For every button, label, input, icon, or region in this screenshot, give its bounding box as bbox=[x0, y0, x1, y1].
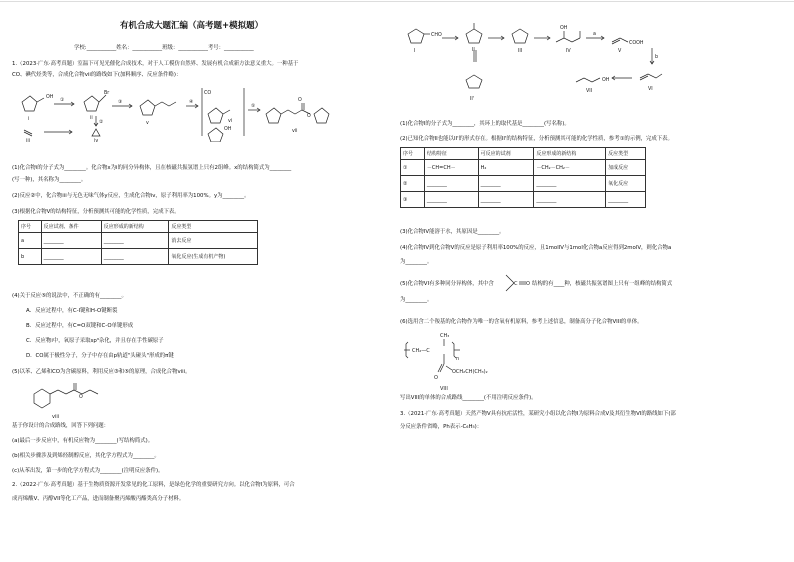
compound-I-ring bbox=[408, 29, 424, 43]
carbonyl-c: C bbox=[514, 281, 518, 287]
table-cell: ________ bbox=[478, 192, 534, 208]
group-o-1: O bbox=[298, 98, 302, 103]
q1-part-2: (2)反应②中，化合物iii与无色无味气体y反应，生成化合物iv，原子利用率为100%。y为________。 bbox=[12, 193, 250, 199]
label-viii: viii bbox=[52, 414, 60, 420]
q3-intro-line-2: 分反应条件省略，Ph表示-C₆H₅)： bbox=[400, 424, 483, 430]
q1-part-1b: (写一种)，其名称为________。 bbox=[12, 177, 87, 183]
compound-II-prime-ring bbox=[466, 75, 482, 88]
label-II: II bbox=[472, 48, 475, 53]
q1-option-b: B．反应过程中，有C=O双键和C-O单键形成 bbox=[26, 323, 134, 329]
q2-part-2: (2)已知化合物II也能以II'的形式存在。根据II'的结构特征，分析预测其可能的化学性质，参考①的示例，完成下表。 bbox=[400, 136, 673, 142]
table-header-row bbox=[19, 221, 258, 233]
table-cell: ① bbox=[401, 160, 425, 176]
compound-v-ring bbox=[140, 100, 155, 115]
table-header-row bbox=[401, 148, 646, 160]
label-I: I bbox=[414, 49, 416, 54]
table-header-cell: 可反应的试剂 bbox=[478, 148, 534, 160]
table-cell: ________ bbox=[534, 192, 606, 208]
table-cell: ________ bbox=[534, 176, 606, 192]
label-II-prime: II' bbox=[470, 97, 475, 102]
table-cell: ________ bbox=[424, 176, 478, 192]
compound-III-ring bbox=[512, 29, 528, 43]
q2-part-5c: 为________。 bbox=[400, 297, 433, 303]
q1-property-table bbox=[18, 220, 258, 265]
polymer-ch3: CH₃ bbox=[440, 333, 450, 339]
q2-property-table bbox=[400, 147, 646, 208]
q2-part-5a: (5)化合物VI有多种同分异构体，其中含 bbox=[400, 281, 494, 287]
table-cell: ________ bbox=[606, 192, 646, 208]
table-row bbox=[401, 176, 646, 192]
q3-intro-line-1: 3.（2021·广东·高考真题）天然产物V具有抗疟活性，某研究小组以化合物I为原料合成V及其衍生物VI的路线如下(部 bbox=[400, 411, 676, 417]
synthesis-scheme-1 bbox=[12, 84, 397, 142]
step-4: ④ bbox=[189, 100, 194, 105]
polymer-n: n bbox=[456, 356, 460, 362]
table-cell: ② bbox=[401, 176, 425, 192]
compound-vii-ring-1 bbox=[266, 108, 281, 123]
q1-part-3: (3)根据化合物V的结构特征，分析预测其可能的化学性质，完成下表。 bbox=[12, 209, 180, 215]
table-header-cell: 序号 bbox=[19, 221, 42, 233]
q1-intro-line-1: 1.（2023·广东·高考真题）室温下可见光催化合成技术，对于人工模仿自然界、发展有机合成新方法意义重大。一种基于 bbox=[12, 61, 299, 67]
table-cell: ________ bbox=[478, 176, 534, 192]
group-oh-2: OH bbox=[224, 127, 232, 132]
q1-sub-b: (b)相关步骤涉及到烯烃制醇反应，其化学方程式为________。 bbox=[12, 453, 160, 459]
group-oh-b: OH bbox=[602, 78, 610, 83]
step-5: ⑤ bbox=[251, 104, 256, 109]
synthesis-scheme-2 bbox=[400, 20, 784, 115]
table-row bbox=[401, 192, 646, 208]
q1-intro-line-2: CO、碘代烃类等，合成化合物vii的路线如下(加料顺序、反应条件略)： bbox=[12, 72, 182, 78]
table-cell: ________ bbox=[424, 192, 478, 208]
table-header-cell: 反应试剂、条件 bbox=[41, 221, 101, 233]
table-cell: ③ bbox=[401, 192, 425, 208]
label-VII: VII bbox=[586, 89, 593, 94]
q1-option-c: C．反应物i中，氧原子采取sp³杂化，并且存在手性碳原子 bbox=[26, 338, 164, 344]
q1-option-a: A．反应过程中，有C-I键和H-O键断裂 bbox=[26, 308, 118, 314]
table-header-cell: 反应类型 bbox=[606, 148, 646, 160]
table-cell: 消去反应 bbox=[169, 233, 258, 249]
step-2: ② bbox=[99, 120, 104, 125]
compound-ii-ring bbox=[84, 96, 99, 111]
compound-VI-chain bbox=[640, 74, 662, 78]
q1-part-5: (5)以苯、乙烯和CO为含碳原料，利用反应③和⑤的原理，合成化合物viii。 bbox=[12, 369, 191, 375]
label-vi: vi bbox=[228, 119, 233, 124]
polymer-o: O bbox=[434, 375, 438, 381]
label-IV: IV bbox=[566, 49, 571, 54]
group-o-viii: O bbox=[79, 395, 83, 400]
table-cell: ________ bbox=[101, 233, 169, 249]
label-v: v bbox=[146, 121, 149, 126]
q1-part-1a: (1)化合物i的分子式为________。化合物x为i的同分异构体，且在核磁共振氢谱上只有2组峰。x的结构简式为________ bbox=[12, 165, 292, 171]
label-VI: VI bbox=[648, 87, 653, 92]
table-cell: 氧化反应 bbox=[606, 176, 646, 192]
page-top-border bbox=[0, 1, 794, 2]
compound-viii-structure bbox=[26, 380, 136, 420]
table-cell: H₂ bbox=[478, 160, 534, 176]
label-VIII: VIII bbox=[440, 386, 448, 392]
table-cell: 加成反应 bbox=[606, 160, 646, 176]
group-cho: CHO bbox=[431, 33, 442, 38]
q1-part-4: (4)关于反应⑤的说法中，不正确的有________。 bbox=[12, 293, 127, 299]
q2-intro-line-2: 成丙烯酸V、丙醇VII等化工产品，进而制备聚丙烯酸丙酯类高分子材料。 bbox=[12, 496, 185, 502]
group-oh-a: OH bbox=[560, 26, 568, 31]
compound-VIII-structure bbox=[400, 330, 520, 392]
compound-i-ring bbox=[22, 96, 37, 111]
table-cell: －CH₂－CH₂－ bbox=[534, 160, 606, 176]
carbonyl-o: O bbox=[526, 281, 530, 287]
table-cell: 氧化反应(生成有机产物) bbox=[169, 249, 258, 265]
polymer-ester: OCH₂CH(CH₃)₂ bbox=[452, 369, 488, 375]
q2-part-4b: 为________。 bbox=[400, 259, 433, 265]
table-row bbox=[401, 160, 646, 176]
group-oh-1: OH bbox=[46, 95, 54, 100]
group-br: Br bbox=[104, 91, 110, 96]
q1-sub-c: (c)从苯出发，第一步的化学方程式为________(注明反应条件)。 bbox=[12, 468, 164, 474]
table-header-cell: 反应形成的新结构 bbox=[101, 221, 169, 233]
label-vii: vii bbox=[292, 129, 298, 134]
document-title: 有机合成大题汇编（高考题+模拟题） bbox=[120, 21, 264, 31]
q2-part-1: (1)化合物I的分子式为________，其环上的取代基是________(写名称)。 bbox=[400, 121, 570, 127]
q2-intro-line-1: 2.（2022·广东·高考真题）基于生物质资源开发常见的化工原料，是绿色化学的重要研究方向。以化合物I为原料，可合 bbox=[12, 482, 295, 488]
student-info-line: 学校:___________姓名：___________班级：___________考号：___________ bbox=[74, 45, 254, 51]
table-header-cell: 结构特征 bbox=[424, 148, 478, 160]
compound-vi-ring bbox=[208, 108, 223, 123]
compound-IV-chain bbox=[556, 38, 580, 42]
polymer-backbone: CH₂—C bbox=[412, 348, 430, 354]
label-V: V bbox=[618, 49, 622, 54]
group-cooh: COOH bbox=[629, 41, 644, 46]
table-row bbox=[19, 233, 258, 249]
table-cell: a bbox=[19, 233, 42, 249]
q1-subquestion-intro: 基于你设计的合成路线，回答下列问题： bbox=[12, 423, 110, 429]
q1-sub-a: (a)最后一步反应中，有机反应物为________(写结构简式)。 bbox=[12, 438, 154, 444]
step-3: ③ bbox=[118, 100, 123, 105]
table-cell: －CH=CH－ bbox=[424, 160, 478, 176]
table-header-cell: 反应形成的新结构 bbox=[534, 148, 606, 160]
table-cell: b bbox=[19, 249, 42, 265]
q1-option-d: D．CO属于极性分子，分子中存在由p轨道"头碰头"形成的π键 bbox=[26, 353, 174, 359]
compound-vii-ring-2 bbox=[314, 108, 329, 123]
compound-II-ring bbox=[466, 29, 482, 43]
reagent-a: a bbox=[593, 32, 596, 37]
compound-VII-chain bbox=[576, 78, 600, 82]
q2-part-3: (3)化合物IV能溶于水，其原因是________。 bbox=[400, 229, 505, 235]
label-III: III bbox=[518, 49, 523, 54]
reagent-b: b bbox=[655, 55, 659, 60]
step-1: ① bbox=[60, 98, 65, 103]
table-row bbox=[19, 249, 258, 265]
group-co: CO bbox=[204, 91, 212, 96]
q2-part-5b: 结构的有____种，核磁共振氢谱图上只有一组峰的结构简式 bbox=[532, 281, 673, 287]
q2-part-6: (6)选用含二个羧基的化合物作为唯一的含氧有机原料，参考上述信息，制备高分子化合物VIII的单体。 bbox=[400, 319, 643, 325]
q2-part-4a: (4)化合物IV到化合物V的反应是原子利用率100%的反应，且1molIV与1mol化合物a反应得到2molV，则化合物a bbox=[400, 245, 672, 251]
label-ii: ii bbox=[90, 116, 93, 121]
table-cell: ________ bbox=[41, 249, 101, 265]
group-o-2: O bbox=[307, 114, 311, 119]
carbonyl-structure-icon bbox=[504, 272, 530, 294]
table-header-cell: 序号 bbox=[401, 148, 425, 160]
table-header-cell: 反应类型 bbox=[169, 221, 258, 233]
compound-iv-ring bbox=[92, 129, 100, 136]
label-iii: iii bbox=[26, 139, 30, 142]
label-iv: iv bbox=[94, 139, 99, 142]
table-cell: ________ bbox=[101, 249, 169, 265]
q2-part-6b: 写出VIII的单体的合成路线________(不用注明反应条件)。 bbox=[400, 395, 537, 401]
label-i: i bbox=[28, 117, 30, 122]
table-cell: ________ bbox=[41, 233, 101, 249]
